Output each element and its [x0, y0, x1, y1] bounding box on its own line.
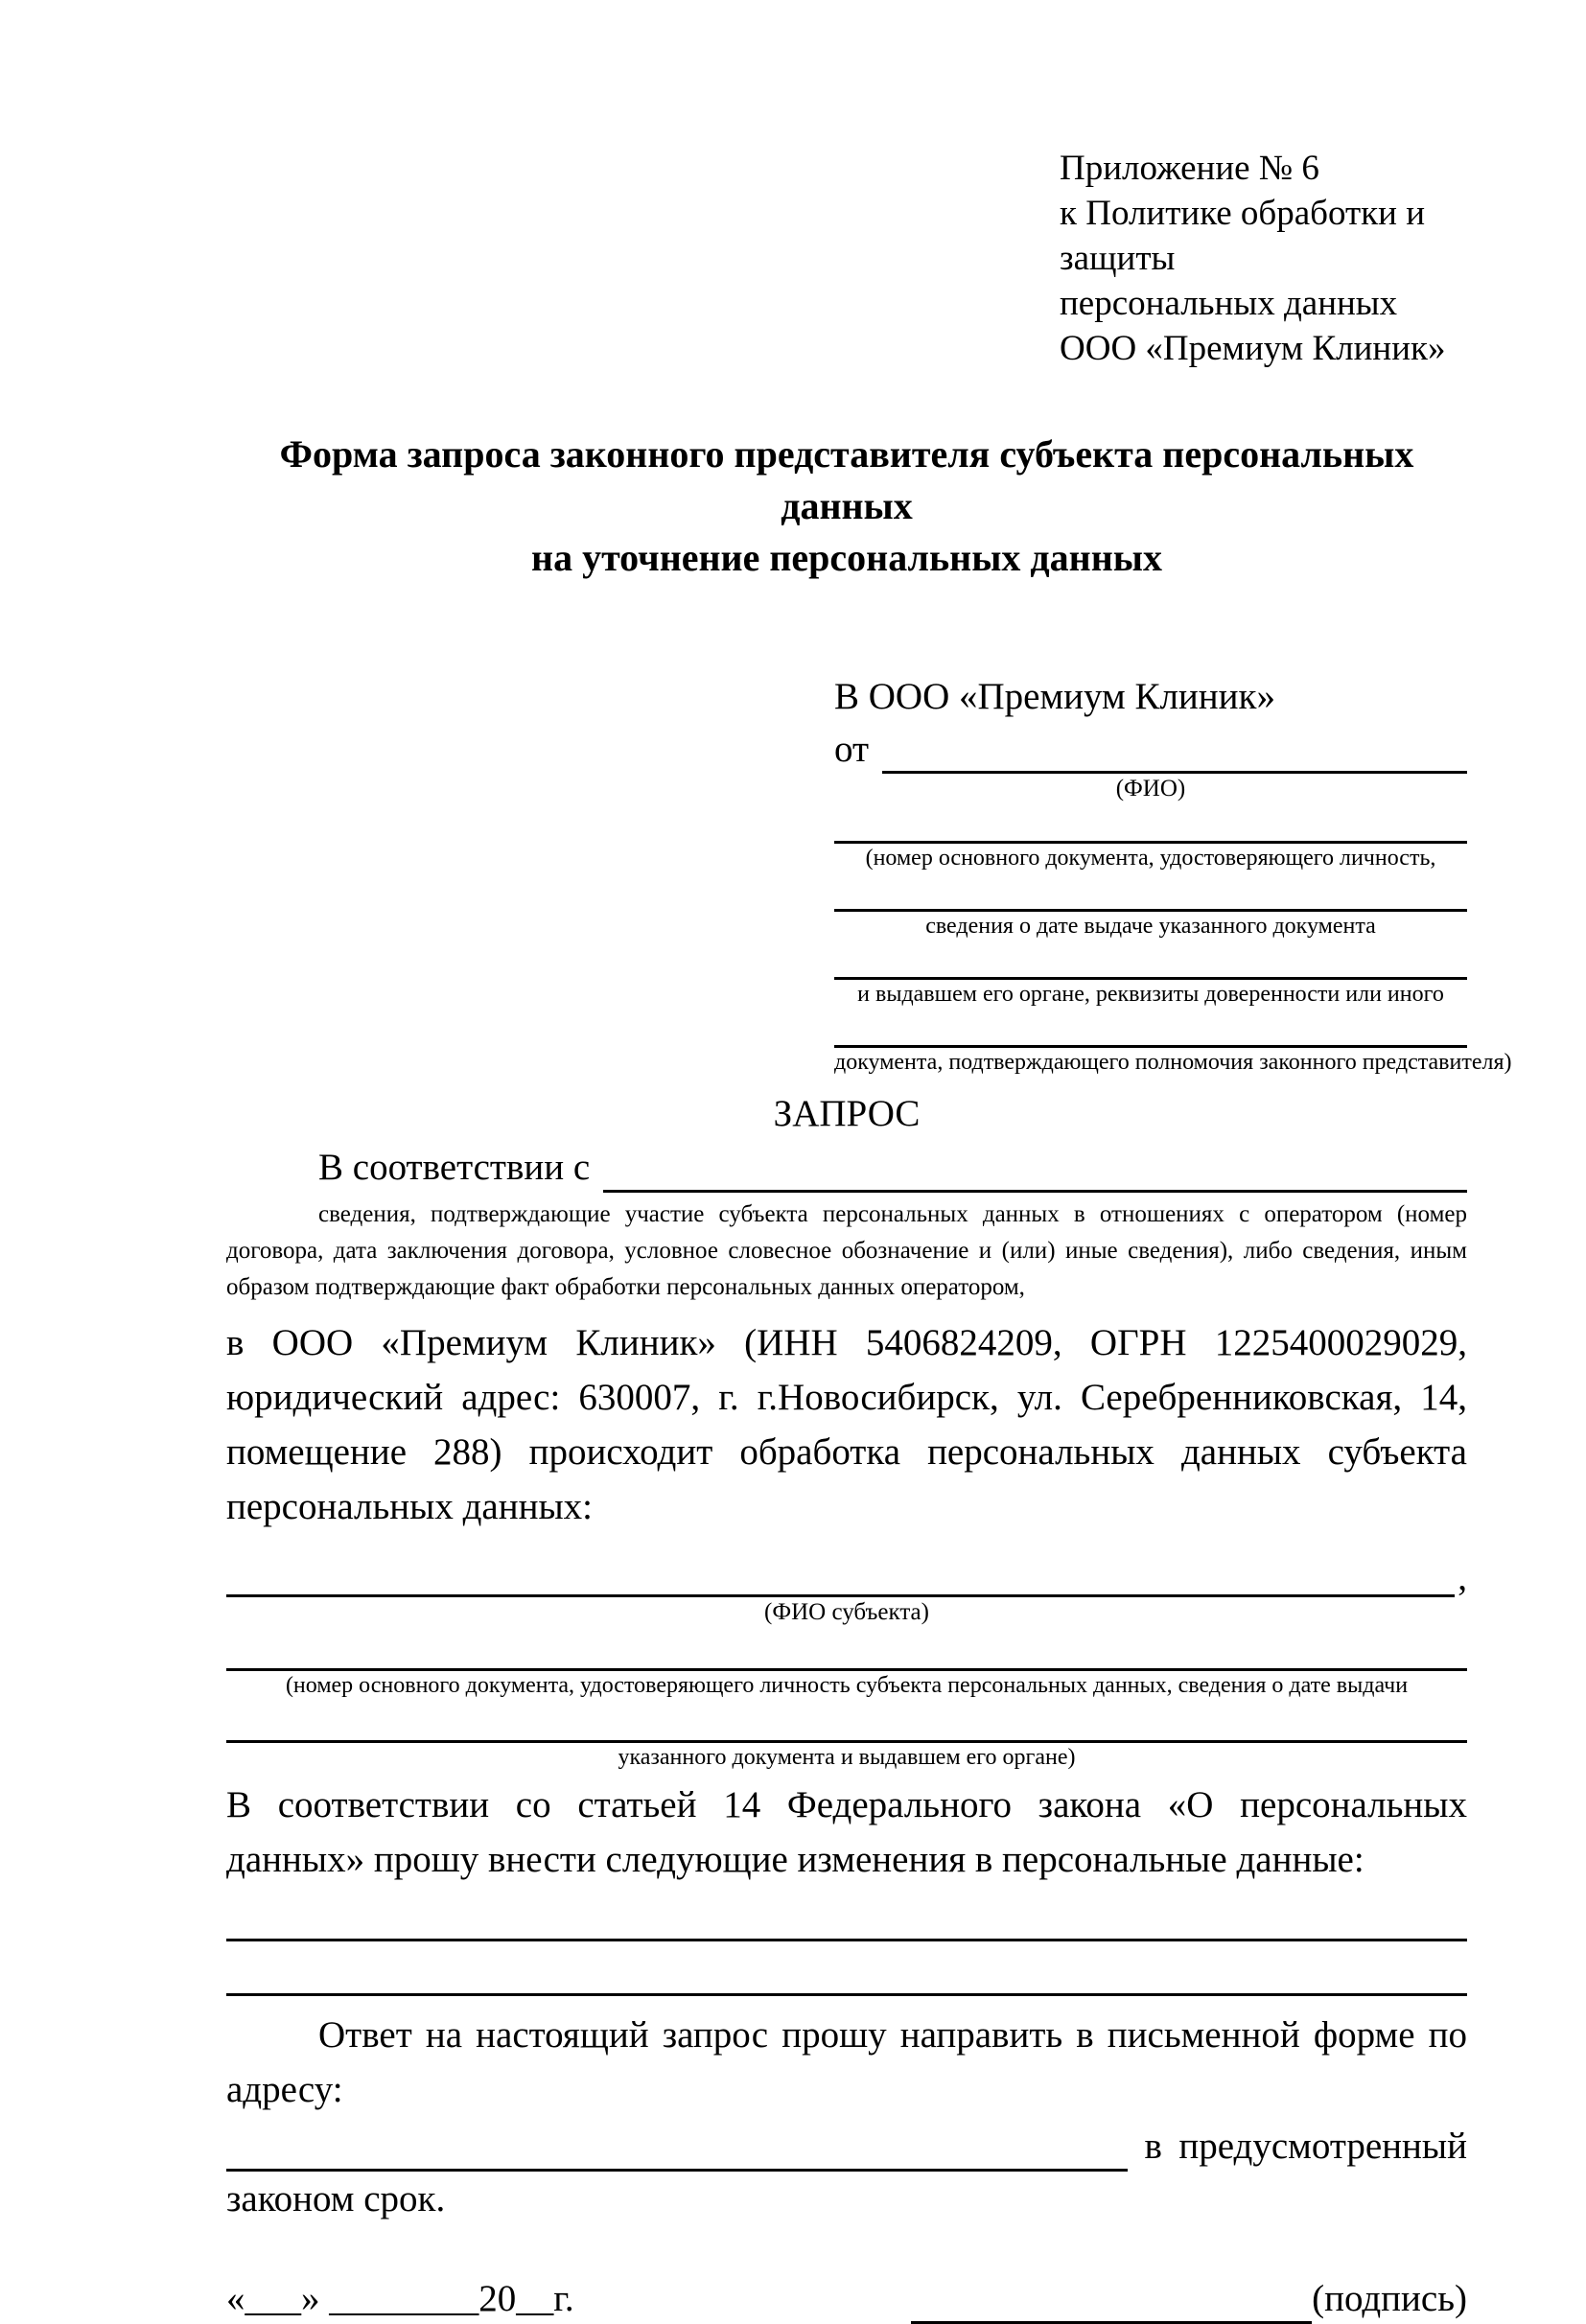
- subject-fio-row: [226, 1559, 1467, 1597]
- subject-fio-caption: (ФИО субъекта): [764, 1599, 929, 1625]
- date-line[interactable]: «___» ________20__г.: [226, 2278, 574, 2319]
- signature-line[interactable]: [911, 2279, 1312, 2324]
- basis-row: [226, 1138, 1467, 1193]
- answer-word-due: предусмотренный: [1178, 2126, 1467, 2167]
- from-label: от: [834, 729, 870, 770]
- appendix-line-4: ООО «Премиум Клиник»: [1060, 329, 1446, 368]
- fio-caption: (ФИО): [1115, 776, 1186, 802]
- basis-prefix: В соответствии с: [318, 1147, 591, 1188]
- subject-fio-comma: ,: [1458, 1557, 1467, 1598]
- signature-caption: (подпись): [1312, 2278, 1467, 2319]
- request-heading: ЗАПРОС: [773, 1093, 921, 1134]
- basis-fill-line[interactable]: [603, 1146, 1467, 1193]
- subject-doc-caption-1: (номер основного документа, удостоверяющего личность субъекта персональных данных, сведения о дате выдачи: [285, 1673, 1409, 1698]
- signature-group: [911, 2274, 1467, 2324]
- title-line-2: на уточнение персональных данных: [531, 536, 1162, 579]
- from-row: [834, 722, 1467, 774]
- answer-tail: законом срок.: [226, 2178, 446, 2219]
- representative-doc-caption-1: (номер основного документа, удостоверяющего личность,: [865, 846, 1436, 871]
- document-title: [226, 429, 1467, 584]
- appendix-line-3: персональных данных: [1060, 284, 1398, 323]
- address-fill-line[interactable]: [226, 2126, 1128, 2172]
- representative-doc-line-4[interactable]: [834, 1009, 1467, 1048]
- representative-doc-caption-4: документа, подтверждающего полномочия законного представителя): [834, 1050, 1512, 1075]
- answer-word-in: в: [1144, 2126, 1162, 2167]
- subject-doc-line-1[interactable]: [226, 1628, 1467, 1671]
- appendix-line-1: Приложение № 6: [1060, 149, 1319, 188]
- representative-doc-caption-2: сведения о дате выдаче указанного документа: [925, 914, 1376, 939]
- changes-line-1[interactable]: [226, 1887, 1467, 1941]
- representative-doc-caption-3: и выдавшем его органе, реквизиты доверенности или иного: [857, 982, 1444, 1007]
- operator-paragraph: в ООО «Премиум Клиник» (ИНН 5406824209, ОГРН 1225400029029, юридический адрес: 630007, г. г.Новосибирск, ул. Серебренниковская, 14, помещение 288) происходит обработка персональных данных субъекта персональных данных:: [226, 1322, 1467, 1527]
- subject-doc-line-2[interactable]: [226, 1700, 1467, 1743]
- basis-footnote: сведения, подтверждающие участие субъекта персональных данных в отношениях с оператором (номер договора, дата заключения договора, условное словесное обозначение и (или) иные сведения), либо сведения, иным образом подтверждающие факт обработки персональных данных оператором,: [226, 1201, 1467, 1300]
- subject-fio-line[interactable]: [226, 1558, 1455, 1597]
- appendix-block: [1060, 146, 1467, 371]
- law-paragraph: В соответствии со статьей 14 Федерального закона «О персональных данных» прошу внести следующие изменения в персональные данные:: [226, 1784, 1467, 1880]
- footer-row: [226, 2274, 1467, 2324]
- answer-address-row: [226, 2117, 1467, 2172]
- changes-line-2[interactable]: [226, 1941, 1467, 1996]
- answer-sentence: Ответ на настоящий запрос прошу направить в письменной форме по адресу:: [226, 2014, 1467, 2110]
- representative-doc-line-1[interactable]: [834, 804, 1467, 844]
- appendix-line-2: к Политике обработки и защиты: [1060, 194, 1426, 278]
- representative-doc-line-3[interactable]: [834, 941, 1467, 980]
- subject-doc-caption-2: указанного документа и выдавшем его органе): [618, 1745, 1076, 1770]
- addressee-org: В ООО «Премиум Клиник»: [834, 676, 1275, 717]
- representative-fio-line[interactable]: [882, 727, 1467, 774]
- representative-doc-line-2[interactable]: [834, 872, 1467, 912]
- addressee-block: [834, 672, 1512, 1077]
- title-line-1: Форма запроса законного представителя субъекта персональных данных: [279, 432, 1414, 527]
